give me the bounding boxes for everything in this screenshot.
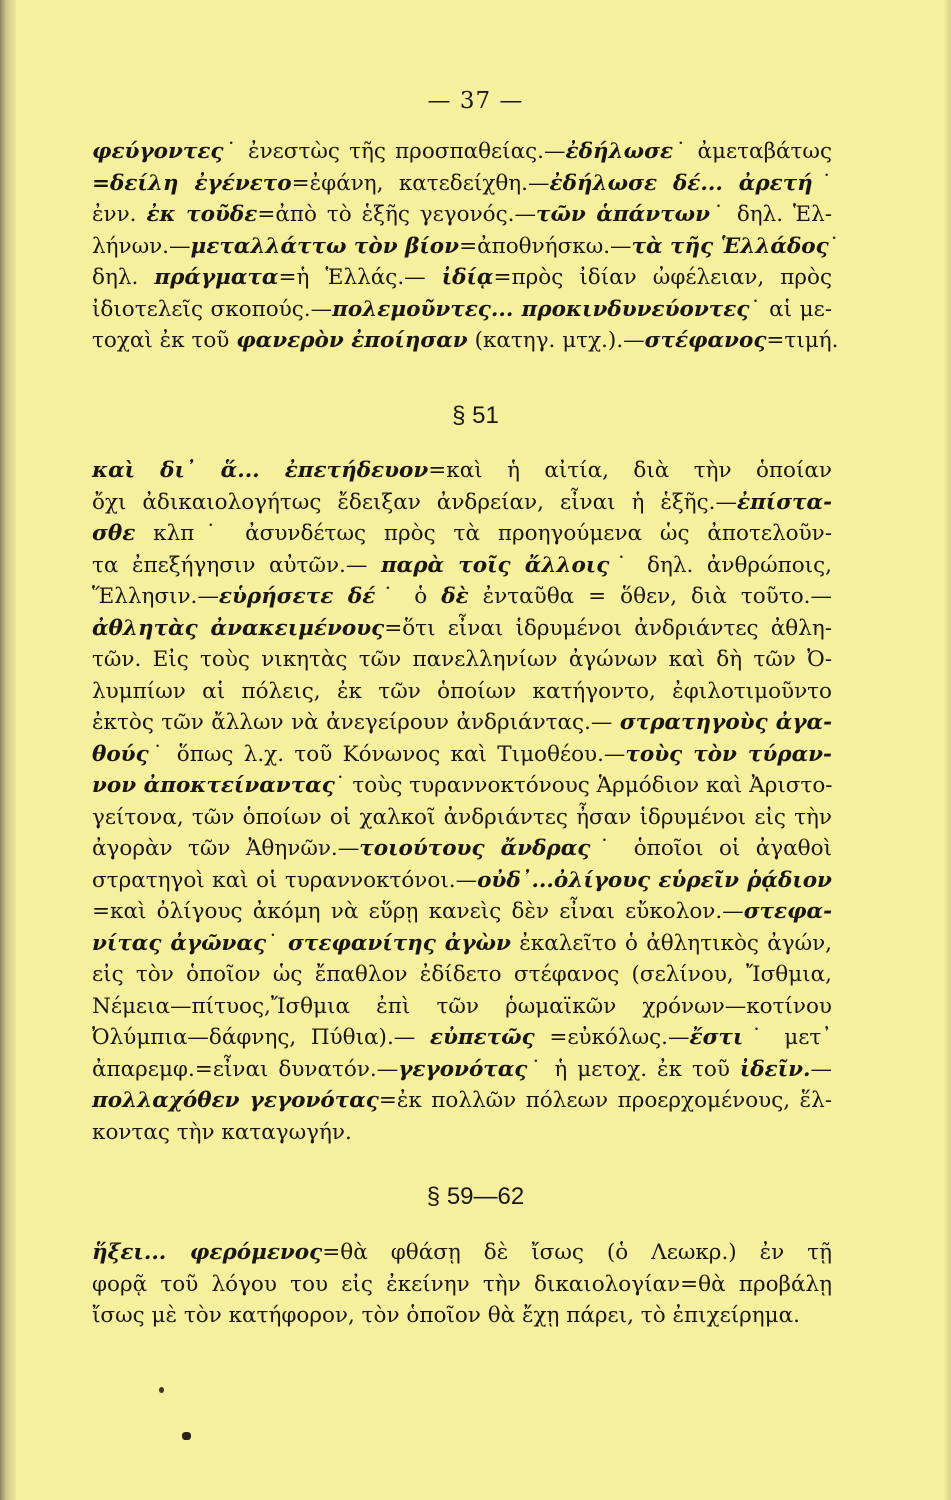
- text-line: [92, 199, 832, 231]
- keyword-term: τοὺς τὸν τύραν-: [625, 741, 832, 767]
- text-run: =πρὸς ἰδίαν ὠφέλειαν, πρὸς: [493, 265, 832, 290]
- text-line: [92, 896, 832, 928]
- text-run: ὄχι ἀδικαιολογήτως ἔδειξαν ἀνδρείαν, εἶναι ἡ ἑξῆς.—: [92, 489, 737, 515]
- keyword-term: ἔστι: [689, 1025, 744, 1050]
- text-line: [92, 325, 839, 357]
- text-run: λήνων.—: [92, 233, 191, 259]
- paragraph-block-1: [92, 136, 840, 357]
- keyword-term: ἰδεῖν.: [739, 1056, 811, 1082]
- text-line: [92, 739, 832, 771]
- text-run: ˙ δηλ. ἀνθρώποις,: [609, 552, 832, 578]
- section-heading-59-62: § 59—62: [426, 1183, 525, 1210]
- keyword-term: στρατηγοὺς ἀγα-: [619, 710, 833, 735]
- text-run: τῶν. Εἰς τοὺς νικητὰς τῶν πανελληνίων ἀγώνων καὶ δὴ τῶν Ὀ-: [92, 647, 832, 672]
- keyword-term: φανερὸν ἐποίησαν: [236, 328, 468, 353]
- text-run: ἀπαρεμφ.=εἶναι δυνατόν.—: [92, 1056, 399, 1082]
- text-run: ἐκτὸς τῶν ἄλλων νὰ ἀνεγείρουν ἀνδριάντας.—: [92, 710, 620, 735]
- text-run: =εὐκόλως.—: [534, 1025, 690, 1050]
- paragraph-block-2: [92, 455, 832, 1148]
- text-line: [92, 1300, 832, 1332]
- keyword-term: καὶ δι᾽ ἅ... ἐπετήδευον: [92, 458, 429, 483]
- keyword-term: ἐκ τοῦδε: [146, 202, 258, 227]
- text-run: φορᾷ τοῦ λόγου του εἰς ἐκείνην τὴν δικαιολογίαν=θὰ προβάλῃ: [92, 1271, 832, 1297]
- text-run: εἰς τὸν ὁποῖον ὡς ἔπαθλον ἐδίδετο στέφανος (σελίνου, Ἴσθμια,: [92, 962, 832, 987]
- page-right-edge: [943, 0, 951, 1500]
- keyword-term: δὲ: [441, 584, 469, 609]
- text-run: Ἕλλησιν.—: [92, 584, 219, 609]
- text-run: τα ἐπεξήγησιν αὐτῶν.—: [92, 552, 381, 578]
- text-run: ˙ ἡ μετοχ. ἐκ τοῦ: [527, 1056, 740, 1082]
- text-run: κοντας τὴν καταγωγήν.: [92, 1119, 352, 1145]
- keyword-term: νίτας ἀγῶνας: [92, 930, 267, 956]
- paragraph-block-3: [92, 1237, 832, 1332]
- text-run: =ἡ Ἑλλάς.—: [278, 265, 442, 290]
- keyword-term: εὑρήσετε δέ: [218, 584, 376, 609]
- text-line: [92, 1085, 832, 1117]
- text-line: [92, 865, 832, 897]
- text-run: ἰδιοτελεῖς σκοπούς.—: [92, 296, 333, 322]
- text-run: =καὶ ἡ αἰτία, διὰ τὴν ὁποίαν: [428, 458, 833, 483]
- keyword-term: τῶν ἁπάντων: [535, 202, 711, 227]
- text-run: λυμπίων αἱ πόλεις, ἐκ τῶν ὁποίων κατήγοντο, ἐφιλοτιμοῦντο: [92, 678, 832, 704]
- keyword-term: θούς: [92, 741, 149, 767]
- text-line: [92, 833, 832, 865]
- keyword-term: πολεμοῦντες... προκινδυνεύοντες: [332, 296, 750, 322]
- text-run: γείτονα, τῶν ὁποίων οἱ χαλκοῖ ἀνδριάντες ἦσαν ἱδρυμένοι εἰς τὴν: [92, 804, 832, 830]
- text-run: =θὰ φθάσῃ δὲ ἴσως (ὁ Λεωκρ.) ἐν τῇ: [322, 1240, 832, 1265]
- page-binding-edge: [0, 0, 16, 1500]
- keyword-term: ἐδήλωσε: [565, 139, 674, 164]
- text-run: ˙ τοὺς τυραννοκτόνους Ἁρμόδιον καὶ Ἀριστο-: [334, 773, 833, 798]
- text-run: =ἀπὸ τὸ ἑξῆς γεγονός.—: [257, 202, 536, 227]
- keyword-term: στέφανος: [644, 328, 767, 353]
- ink-speck: [182, 1432, 191, 1440]
- text-run: Ὀλύμπια—δάφνης, Πύθια).—: [92, 1025, 430, 1050]
- keyword-term: σθε: [92, 521, 136, 546]
- text-run: τοχαὶ ἐκ τοῦ: [92, 328, 237, 353]
- section-heading-51: § 51: [452, 402, 499, 429]
- text-run: =ἐκ πολλῶν πόλεων προερχομένους, ἕλ-: [378, 1088, 832, 1113]
- text-run: ˙ ὁποῖοι οἱ ἀγαθοὶ: [590, 836, 832, 861]
- text-run: Νέμεια—πίτυος,Ἴσθμια ἐπὶ τῶν ῥωμαϊκῶν χρόνων—κοτίνου: [92, 993, 832, 1019]
- keyword-term: παρὰ τοῖς ἄλλοις: [380, 552, 610, 578]
- keyword-term: στεφανίτης ἀγὼν: [288, 930, 511, 956]
- text-line: [92, 802, 832, 834]
- text-line: [92, 487, 832, 519]
- text-run: =ἀποθνήσκω.—: [459, 233, 632, 259]
- keyword-term: ἰδίᾳ: [441, 265, 494, 290]
- text-line: [92, 770, 832, 802]
- text-run: ˙ ἀμεταβάτως: [673, 139, 832, 164]
- keyword-term: πολλαχόθεν γεγονότας: [92, 1088, 379, 1113]
- text-line: [92, 1054, 832, 1086]
- text-run: —: [810, 1056, 832, 1082]
- keyword-term: φεύγοντες: [92, 139, 224, 164]
- text-run: δηλ.: [92, 265, 155, 290]
- text-run: ἐκαλεῖτο ὁ ἀθλητικὸς ἀγών,: [510, 930, 833, 956]
- text-run: =καὶ ὀλίγους ἀκόμη νὰ εὕρῃ κανεὶς δὲν εἶναι εὔκολον.—: [92, 899, 744, 924]
- keyword-term: ἐδήλωσε δέ... ἀρετή: [549, 170, 813, 196]
- text-run: ˙ ὁ: [375, 584, 442, 609]
- ink-speck: [159, 1387, 164, 1393]
- keyword-term: ἐπίστα-: [737, 489, 832, 515]
- keyword-term: τοιούτους ἄνδρας: [359, 836, 591, 861]
- keyword-term: πράγματα: [154, 265, 279, 290]
- text-line: [92, 168, 832, 200]
- text-line: [92, 613, 832, 645]
- text-run: ˙ ὅπως λ.χ. τοῦ Κόνωνος καὶ Τιμοθέου.—: [148, 741, 626, 767]
- text-line: [92, 581, 832, 613]
- keyword-term: ἀθλητὰς ἀνακειμένους: [92, 615, 385, 641]
- keyword-term: τὰ τῆς Ἑλλάδος: [631, 233, 829, 259]
- text-line: [92, 707, 832, 739]
- text-line: [92, 455, 832, 487]
- text-line: [92, 1117, 832, 1149]
- text-run: =τιμή.: [766, 328, 839, 353]
- text-line: [92, 231, 840, 263]
- text-run: ἴσως μὲ τὸν κατήφορον, τὸν ὁποῖον θὰ ἔχῃ πάρει, τὸ ἐπιχείρημα.: [92, 1303, 801, 1328]
- text-run: ˙ αἱ με-: [749, 296, 832, 322]
- text-line: [92, 262, 832, 294]
- text-line: [92, 550, 832, 582]
- text-run: (κατηγ. μτχ.).—: [467, 328, 645, 353]
- text-line: [92, 644, 832, 676]
- text-line: [92, 1269, 832, 1301]
- text-line: [92, 928, 832, 960]
- text-run: ἀγορὰν τῶν Ἀθηνῶν.—: [92, 836, 360, 861]
- text-run: ˙ ἐνεστὼς τῆς προσπαθείας.—: [223, 139, 566, 164]
- text-run: ἐνν.: [92, 202, 147, 227]
- page-number: — 37 —: [427, 88, 524, 114]
- text-line: [92, 1022, 832, 1054]
- text-run: ˙: [266, 930, 288, 956]
- text-line: [92, 959, 832, 991]
- text-line: [92, 518, 832, 550]
- text-line: [92, 294, 832, 326]
- keyword-term: νον ἀποκτείναντας: [92, 773, 335, 798]
- keyword-term: μεταλλάττω τὸν βίον: [190, 233, 460, 259]
- text-line: [92, 1237, 832, 1269]
- text-run: κλπ˙ ἀσυνδέτως πρὸς τὰ προηγούμενα ὡς ἀποτελοῦν-: [135, 521, 832, 546]
- keyword-term: στεφα-: [743, 899, 832, 924]
- text-run: στρατηγοὶ καὶ οἱ τυραννοκτόνοι.—: [92, 867, 478, 893]
- text-run: ˙ δηλ. Ἑλ-: [710, 202, 833, 227]
- text-run: ˙: [828, 233, 840, 259]
- keyword-term: ἥξει... φερόμενος: [92, 1240, 323, 1265]
- text-run: ἐνταῦθα = ὅθεν, διὰ τοῦτο.—: [468, 584, 832, 609]
- keyword-term: οὐδ᾽...ὀλίγους εὑρεῖν ῥᾴδιον: [477, 867, 832, 893]
- text-line: [92, 991, 832, 1023]
- keyword-term: =δείλη ἐγένετο: [92, 170, 292, 196]
- text-run: =ὅτι εἶναι ἱδρυμένοι ἀνδριάντες ἀθλη-: [384, 615, 832, 641]
- text-line: [92, 136, 832, 168]
- keyword-term: εὐπετῶς: [429, 1025, 535, 1050]
- text-run: ˙: [812, 170, 833, 196]
- text-run: =ἐφάνη, κατεδείχθη.—: [291, 170, 550, 196]
- text-line: [92, 676, 832, 708]
- text-run: ˙ μετ᾽: [743, 1025, 832, 1050]
- keyword-term: γεγονότας: [398, 1056, 528, 1082]
